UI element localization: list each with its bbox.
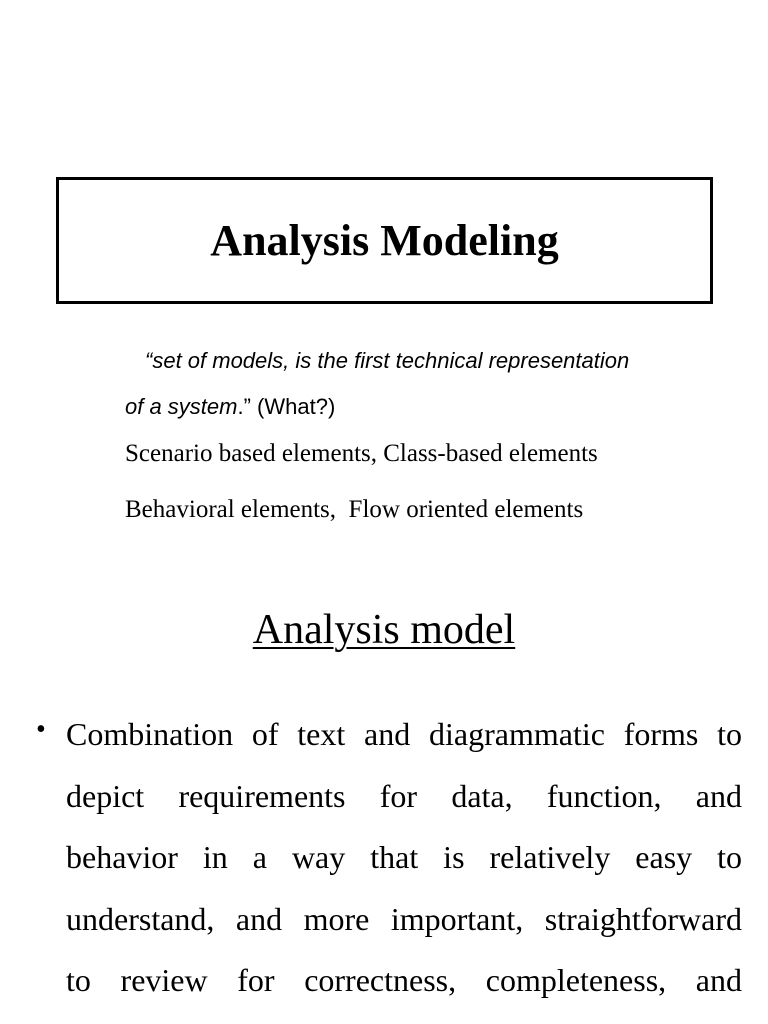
quote-text-1: set of models, is the first technical representation — [152, 348, 630, 373]
elements-line-2: Behavioral elements, Flow oriented elements — [125, 496, 584, 523]
definition-quote — [125, 338, 725, 430]
quote-line-2 — [125, 384, 725, 430]
title-box — [56, 177, 713, 304]
elements-line-1: Scenario based elements, Class-based elements — [125, 440, 598, 467]
bullet-line-2: depict requirements for data, function, and — [66, 777, 742, 814]
quote-line-1 — [125, 338, 725, 384]
bullet-line-4: understand, and more important, straightforward — [66, 900, 742, 937]
quote-suffix: (What?) — [250, 394, 336, 419]
page-title: Analysis Modeling — [210, 216, 559, 265]
bullet-symbol: • — [36, 714, 46, 745]
section-heading — [0, 606, 768, 654]
quote-open-mark: “ — [145, 348, 153, 373]
bullet-paragraph — [66, 704, 742, 1012]
quote-text-2: of a system — [125, 394, 238, 419]
bullet-line-1: Combination of text and diagrammatic forms to — [66, 716, 742, 752]
bullet-line-5: to review for correctness, completeness, and — [66, 962, 742, 998]
bullet-line-3: behavior in a way that is relatively easy to — [66, 839, 742, 875]
quote-close-mark: .” — [237, 394, 251, 419]
section-heading-text: Analysis model — [252, 607, 516, 653]
